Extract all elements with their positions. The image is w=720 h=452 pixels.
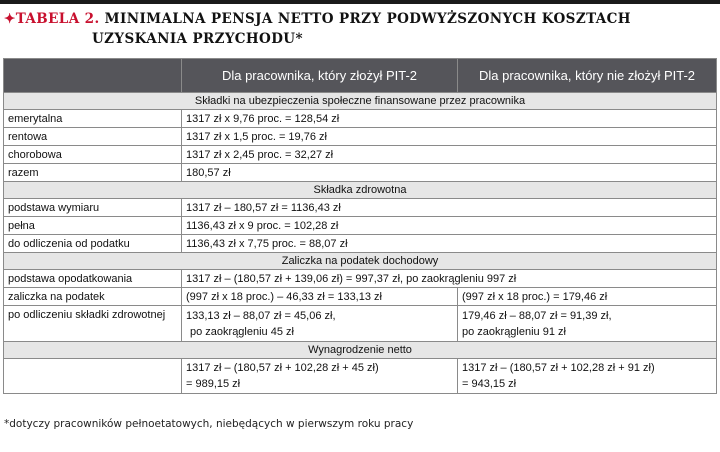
row-label: razem xyxy=(4,164,182,182)
table-row xyxy=(4,164,717,182)
row-value-nopit2 xyxy=(458,359,717,394)
row-value-pit2: (997 zł x 18 proc.) – 46,33 zł = 133,13 zł xyxy=(182,288,458,306)
row-value: 1317 zł – (180,57 zł + 139,06 zł) = 997,37 zł, po zaokrągleniu 997 zł xyxy=(182,270,717,288)
value-line: = 989,15 zł xyxy=(186,378,241,390)
value-line: po zaokrągleniu 91 zł xyxy=(462,325,566,338)
table-row xyxy=(4,199,717,217)
title-line1: MINIMALNA PENSJA NETTO PRZY PODWYŻSZONYCH KOSZTACH xyxy=(104,11,631,27)
row-value: 1317 zł x 9,76 proc. = 128,54 zł xyxy=(182,110,717,128)
row-label: rentowa xyxy=(4,128,182,146)
wage-table xyxy=(3,58,717,394)
header-col2: Dla pracownika, który złożył PIT-2 xyxy=(182,59,458,93)
row-label: emerytalna xyxy=(4,110,182,128)
section-social: Składki na ubezpieczenia społeczne finansowane przez pracownika xyxy=(4,93,717,110)
value-line: 1317 zł – (180,57 zł + 102,28 zł + 45 zł) xyxy=(186,362,379,374)
row-value: 1317 zł x 2,45 proc. = 32,27 zł xyxy=(182,146,717,164)
value-line: 1317 zł – (180,57 zł + 102,28 zł + 91 zł) xyxy=(462,362,655,374)
row-value: 1136,43 zł x 9 proc. = 102,28 zł xyxy=(182,217,717,235)
value-line: 133,13 zł – 88,07 zł = 45,06 zł, xyxy=(186,309,336,322)
row-value: 1317 zł – 180,57 zł = 1136,43 zł xyxy=(182,199,717,217)
row-value: 1317 zł x 1,5 proc. = 19,76 zł xyxy=(182,128,717,146)
row-label: zaliczka na podatek xyxy=(4,288,182,306)
table-row xyxy=(4,217,717,235)
top-rule xyxy=(0,0,720,4)
table-row xyxy=(4,288,717,306)
row-label: do odliczenia od podatku xyxy=(4,235,182,253)
row-label: po odliczeniu składki zdrowotnej xyxy=(4,306,182,342)
section-row xyxy=(4,182,717,199)
table-row xyxy=(4,110,717,128)
table-row xyxy=(4,306,717,342)
row-label: chorobowa xyxy=(4,146,182,164)
section-health: Składka zdrowotna xyxy=(4,182,717,199)
title-line2: UZYSKANIA PRZYCHODU* xyxy=(92,31,303,47)
header-row xyxy=(4,59,717,93)
table-row xyxy=(4,235,717,253)
table-row xyxy=(4,128,717,146)
row-value: 180,57 zł xyxy=(182,164,717,182)
footnote: *dotyczy pracowników pełnoetatowych, niebędących w pierwszym roku pracy xyxy=(4,418,414,430)
section-row xyxy=(4,342,717,359)
row-label: podstawa wymiaru xyxy=(4,199,182,217)
row-value-pit2 xyxy=(182,359,458,394)
row-label: pełna xyxy=(4,217,182,235)
section-tax: Zaliczka na podatek dochodowy xyxy=(4,253,717,270)
row-value-nopit2 xyxy=(458,306,717,342)
section-row xyxy=(4,93,717,110)
table-row xyxy=(4,270,717,288)
row-label: podstawa opodatkowania xyxy=(4,270,182,288)
section-row xyxy=(4,253,717,270)
row-value-pit2 xyxy=(182,306,458,342)
row-label xyxy=(4,359,182,394)
title-label: ✦TABELA 2. xyxy=(4,11,100,27)
value-line: = 943,15 zł xyxy=(462,378,517,390)
row-value: 1136,43 zł x 7,75 proc. = 88,07 zł xyxy=(182,235,717,253)
value-line: 179,46 zł – 88,07 zł = 91,39 zł, xyxy=(462,309,612,322)
value-line: po zaokrągleniu 45 zł xyxy=(190,325,294,338)
table-row xyxy=(4,146,717,164)
table-title xyxy=(4,9,716,49)
header-col3: Dla pracownika, który nie złożył PIT-2 xyxy=(458,59,717,93)
header-col1 xyxy=(4,59,182,93)
table-row xyxy=(4,359,717,394)
section-net: Wynagrodzenie netto xyxy=(4,342,717,359)
row-value-nopit2: (997 zł x 18 proc.) = 179,46 zł xyxy=(458,288,717,306)
